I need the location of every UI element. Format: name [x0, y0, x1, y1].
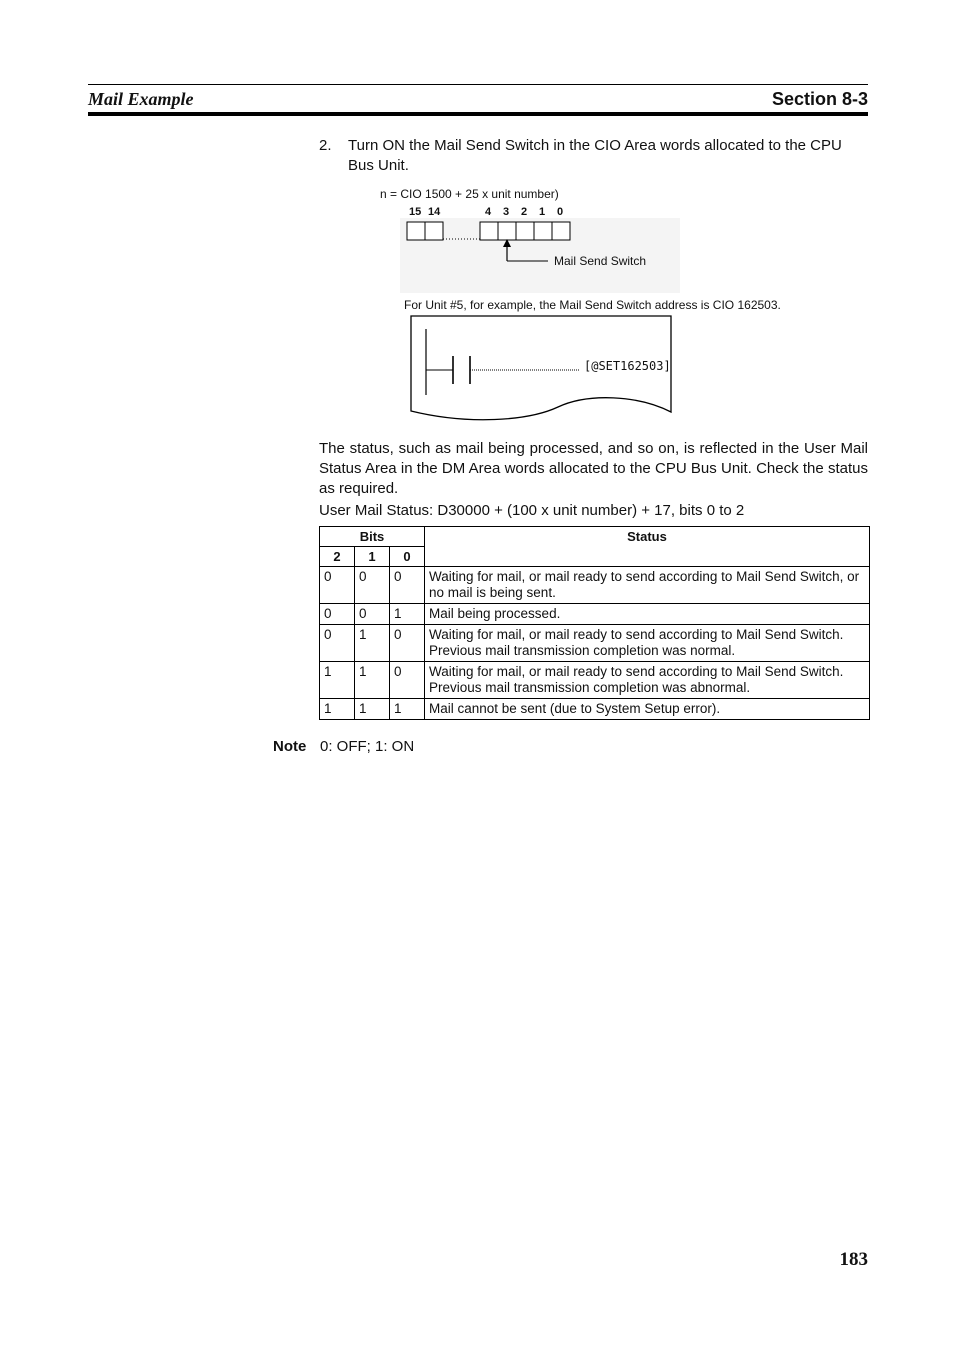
status-table: [319, 526, 870, 720]
cell-bit-2: 0: [320, 625, 355, 662]
table-row: [320, 625, 870, 662]
header-bits: Bits: [320, 527, 425, 547]
header-section: Section 8-3: [771, 89, 868, 109]
cell-bit-2: 1: [320, 699, 355, 720]
bit-label-15: 15: [409, 206, 422, 218]
bit-label-2: 2: [521, 206, 528, 218]
note-label: Note: [273, 738, 307, 755]
cell-bit-2: 0: [320, 604, 355, 625]
bit-cell-14: [425, 222, 443, 240]
header-bit-2: 2: [320, 547, 355, 567]
cell-status: Waiting for mail, or mail ready to send according to Mail Send Switch. Previous mail transmission completion was normal.: [425, 625, 870, 662]
cell-status: Waiting for mail, or mail ready to send according to Mail Send Switch. Previous mail transmission completion was abnormal.: [425, 662, 870, 699]
ladder-instruction: [@SET162503]: [584, 359, 671, 373]
bit-cell-4: [480, 222, 498, 240]
bit-cell-3: [498, 222, 516, 240]
cell-bit-1: 1: [355, 699, 390, 720]
table-header-row: [320, 527, 870, 547]
bit-diagram-formula: n = CIO 1500 + 25 x unit number): [380, 187, 559, 201]
bit-label-3: 3: [503, 206, 510, 218]
cell-bit-0: 0: [390, 625, 425, 662]
ladder-caption: For Unit #5, for example, the Mail Send Switch address is CIO 162503.: [404, 298, 781, 312]
header-title: Mail Example: [88, 89, 194, 109]
table-row: [320, 699, 870, 720]
bit-cell-15: [407, 222, 425, 240]
cell-bit-2: 0: [320, 567, 355, 604]
header-bit-1: 1: [355, 547, 390, 567]
cell-bit-0: 1: [390, 699, 425, 720]
header-bit-0: 0: [390, 547, 425, 567]
bit-cell-0: [552, 222, 570, 240]
cell-bit-1: 0: [355, 567, 390, 604]
bit-label-4: 4: [485, 206, 492, 218]
cell-bit-1: 1: [355, 662, 390, 699]
bit-label-0: 0: [557, 206, 564, 218]
cell-bit-1: 0: [355, 604, 390, 625]
bit-cell-2: [516, 222, 534, 240]
table-row: [320, 662, 870, 699]
step-text: Turn ON the Mail Send Switch in the CIO Area words allocated to the CPU Bus Unit.: [348, 137, 842, 174]
bit-label-1: 1: [539, 206, 546, 218]
mail-send-switch-label: Mail Send Switch: [554, 254, 647, 268]
header-top-rule: [88, 84, 868, 85]
step-number: 2.: [319, 137, 332, 154]
cell-bit-0: 1: [390, 604, 425, 625]
status-paragraph: The status, such as mail being processed, and so on, is reflected in the User Mail Status Area in the DM Area words allocated to the CPU Bus Unit. Check the status as required.: [319, 440, 868, 497]
page-number: 183: [839, 1249, 868, 1270]
bit-cell-1: [534, 222, 552, 240]
note-text: 0: OFF; 1: ON: [320, 738, 415, 755]
header-status: Status: [425, 527, 870, 567]
cell-bit-1: 1: [355, 625, 390, 662]
cell-bit-0: 0: [390, 662, 425, 699]
table-row: [320, 567, 870, 604]
cell-status: Mail cannot be sent (due to System Setup error).: [425, 699, 870, 720]
bit-label-14: 14: [428, 206, 441, 218]
header-bottom-rule: [88, 112, 868, 116]
cell-status: Mail being processed.: [425, 604, 870, 625]
cell-status: Waiting for mail, or mail ready to send according to Mail Send Switch, or no mail is being sent.: [425, 567, 870, 604]
cell-bit-2: 1: [320, 662, 355, 699]
cell-bit-0: 0: [390, 567, 425, 604]
user-mail-status: User Mail Status: D30000 + (100 x unit number) + 17, bits 0 to 2: [319, 502, 745, 519]
table-row: [320, 604, 870, 625]
